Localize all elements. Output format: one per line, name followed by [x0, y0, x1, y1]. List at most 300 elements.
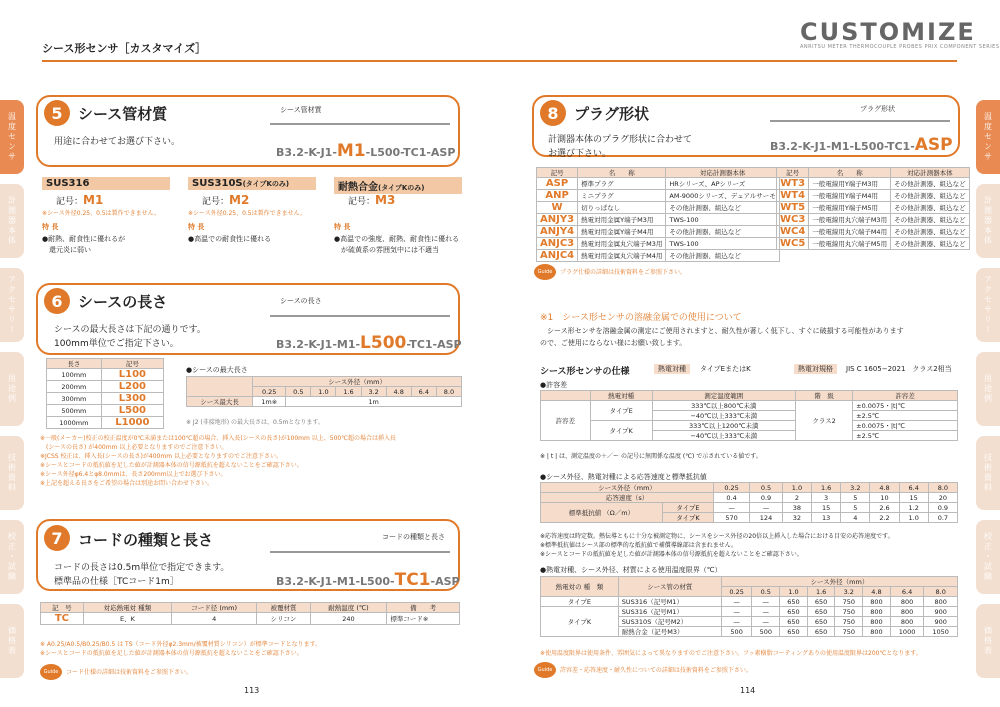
response-title: ●シース外径、熱電対種による応答速度と標準抵抗値 [540, 473, 707, 481]
note-line: ※一般(メーカー)校正の校正温度が0℃未満または100℃超の場合、挿入長(シースの長さ)が100mm 以上、500℃超の場合は挿入長 [40, 435, 396, 442]
table-cell: 333℃以上1200℃未満 [652, 421, 796, 431]
side-tab[interactable]: 計測器本体 [976, 184, 1000, 258]
table-cell: 650 [780, 607, 808, 617]
table-cell: 3.2 [835, 587, 863, 597]
table-cell: 1.6 [336, 387, 361, 397]
code-label: 記号： [56, 197, 84, 207]
table-cell: 650 [780, 597, 808, 607]
table-row [537, 214, 780, 226]
spec-title: シース形センサの仕様 [540, 367, 630, 377]
material-name-text: 耐熱合金 [338, 182, 378, 193]
table-cell: 650 [780, 617, 808, 627]
table-cell: 0.5 [750, 483, 783, 493]
table-cell: 1000mm [47, 417, 102, 429]
table-cell: 4.8 [386, 387, 411, 397]
feature-text: ●耐熱、耐食性に優れるが [42, 235, 126, 243]
table-cell: W [537, 202, 578, 214]
table-cell: タイプE [590, 401, 652, 421]
table-cell: WT5 [777, 202, 809, 214]
table-cell: 300mm [47, 393, 102, 405]
max-length-table [186, 376, 462, 407]
note-line: ※標準抵抗値はシース部の標準的な抵抗値で補償導線部は含まれません。 [540, 542, 738, 549]
table-cell: 名 称 [809, 168, 891, 178]
table-cell: ±2.5℃ [853, 431, 958, 441]
table-cell: 標準コード※ [387, 613, 460, 625]
spec-v1: タイプEまたはK [700, 365, 751, 373]
molten-metal-text1: シース形センサを溶融金属の測定にご使用されますと、耐久性が著しく低下し、すぐに破損する可能性があります [540, 327, 904, 335]
table-row [47, 417, 164, 429]
table-cell: その他計測器、組込など [666, 226, 779, 238]
tolerance-note: ※ | t | は、測定温度の＋／ー の記号に無関係な温度 (℃) で示されている値です。 [540, 453, 762, 460]
table-cell: 応答速度（s） [541, 493, 714, 503]
table-cell: 4.8 [870, 483, 899, 493]
table-cell: 記号 [537, 168, 578, 178]
section7-title: コードの種類と長さ [78, 531, 214, 549]
side-tab[interactable]: 計測器本体 [0, 184, 24, 258]
spec-k2: 熱電対規格 [794, 364, 837, 374]
table-cell: ミニプラグ [578, 190, 666, 202]
table-cell: ANJY4 [537, 226, 578, 238]
spec-k1: 熱電対種 [654, 364, 690, 374]
table-cell: タイプK [541, 607, 619, 637]
section7-callout: コードの種類と長さ [382, 533, 445, 541]
table-cell: WC4 [777, 226, 809, 238]
table-cell: 被覆材質 [257, 603, 310, 613]
table-cell: ±2.5℃ [853, 411, 958, 421]
table-cell: 1.2 [899, 503, 928, 513]
table-cell: 一般電線用丸穴端子M3用 [809, 214, 891, 226]
table-cell: 15 [812, 503, 841, 513]
table-row [777, 202, 970, 214]
side-tab[interactable]: 技術資料 [976, 436, 1000, 510]
table-cell: — [752, 617, 780, 627]
table-cell: 500 [752, 627, 780, 637]
code-label: 記号： [348, 197, 376, 207]
table-cell: SUS316（記号M1） [618, 607, 721, 617]
table-cell: 2.6 [870, 503, 899, 513]
handy-guide-icon: Guide [534, 264, 556, 280]
material-name-sub: (タイプKのみ) [242, 180, 290, 188]
note-line: (シースの長さ) が400mm 以上必要となりますのでご注意下さい。 [40, 444, 228, 451]
table-cell: 対応計測器本体 [666, 168, 779, 178]
note-line: ※シースとコードの抵抗値を足した値が計測器本体の信号源抵抗を超えないことをご確認下さい。 [540, 551, 803, 558]
page-number-left: 113 [244, 686, 260, 695]
table-cell: タイプE [541, 597, 619, 607]
table-cell: 750 [835, 627, 863, 637]
table-cell: その他計測器、組込など [891, 214, 970, 226]
section6-number: 6 [44, 288, 70, 314]
table-cell: 1m※ [253, 397, 286, 407]
table-row [537, 238, 780, 250]
table-cell: 650 [780, 627, 808, 637]
table-row [777, 178, 970, 190]
table-cell: 650 [807, 617, 835, 627]
table-cell: 32 [782, 513, 811, 523]
table-cell: — [721, 617, 752, 627]
table-row [777, 190, 970, 202]
table-cell: 測定温度範囲 [652, 391, 796, 401]
table-cell: — [752, 607, 780, 617]
table-row [541, 597, 958, 607]
table-cell: 20 [928, 493, 957, 503]
table-cell: 3.2 [361, 387, 386, 397]
table-cell: 4 [841, 513, 870, 523]
material-note: ※シース外径0.25、0.5は製作できません。 [188, 210, 306, 217]
table-cell: 熱電対用金属Y端子M4用 [578, 226, 666, 238]
material-note: ※シース外径0.25、0.5は製作できません。 [42, 210, 160, 217]
table-cell: 3.2 [841, 483, 870, 493]
table-cell: 1050 [924, 627, 958, 637]
table-cell: その他計測器、組込など [891, 238, 970, 250]
table-cell: ANJC3 [537, 238, 578, 250]
table-cell: ANP [537, 190, 578, 202]
table-row [541, 483, 958, 493]
table-cell: 800 [890, 597, 924, 607]
table-cell: シース外径（mm） [541, 483, 714, 493]
table-cell: E、K [83, 613, 171, 625]
table-cell: 100mm [47, 369, 102, 381]
table-row [537, 226, 780, 238]
table-cell: 備 考 [387, 603, 460, 613]
side-tab[interactable]: 価格表 [0, 604, 24, 678]
section8-number: 8 [540, 100, 566, 126]
table-cell: 標準抵抗値 （Ω／m） [541, 503, 663, 523]
side-tab[interactable]: 技術資料 [0, 436, 24, 510]
table-cell: 15 [899, 493, 928, 503]
table-cell: 記号 [777, 168, 809, 178]
table-row [777, 168, 970, 178]
limit-table [540, 576, 958, 637]
response-notes [540, 532, 958, 559]
material-name-sub: (タイプKのみ) [378, 184, 425, 192]
max-length-title: ●シースの最大長さ [186, 366, 248, 374]
side-tab[interactable]: 校正・試験 [0, 520, 24, 594]
section8-code: B3.2-K-J1-M1-L500-TC1-ASP [770, 135, 953, 155]
table-cell: 800 [863, 617, 891, 627]
section5-title: シース管材質 [78, 105, 168, 123]
material-name-text: SUS316 [46, 178, 90, 189]
table-row [47, 369, 164, 381]
table-cell: 熱電対の 種 類 [541, 577, 619, 597]
table-cell: 6.4 [411, 387, 436, 397]
table-cell: 650 [807, 627, 835, 637]
table-cell: TWS-100 [666, 238, 779, 250]
table-cell: 5 [841, 503, 870, 513]
code-value: M1 [83, 193, 104, 207]
table-row [541, 577, 958, 587]
table-cell: L200 [101, 381, 163, 393]
table-cell: WT4 [777, 190, 809, 202]
side-tab[interactable]: 校正・試験 [976, 520, 1000, 594]
note-line: ※シースとコードの抵抗値を足した値が計測器本体の信号源抵抗を超えないことをご確認下さい。 [40, 462, 303, 469]
molten-metal-text2: ので、ご使用にならない様にお願い致します。 [540, 339, 687, 347]
section6-title: シースの長さ [78, 293, 168, 311]
code-label: 記号： [202, 197, 230, 207]
page-number-right: 114 [740, 686, 756, 695]
header-rule [42, 60, 957, 62]
table-cell: 1.0 [780, 587, 808, 597]
table-cell: シース管の材質 [618, 577, 721, 597]
table-cell: 記号 [101, 359, 163, 369]
table-cell: 熱電対用金属Y端子M3用 [578, 214, 666, 226]
table-row [41, 603, 460, 613]
table-cell: ±0.0075・|t|℃ [853, 401, 958, 411]
table-cell: 2.2 [870, 513, 899, 523]
table-cell: 0.7 [928, 513, 957, 523]
table-cell: 1.6 [807, 587, 835, 597]
table-cell: 許容差 [853, 391, 958, 401]
table-cell: その他計測器、組込など [666, 202, 779, 214]
table-row [541, 493, 958, 503]
material-name-text: SUS310S [192, 178, 243, 189]
side-tab[interactable]: アクセサリー [976, 268, 1000, 342]
table-cell: 熱電対種 [590, 391, 652, 401]
table-cell: 切りっぱなし [578, 202, 666, 214]
probe-illustration [270, 315, 450, 317]
section5-desc: 用途に合わせてお選び下さい。 [54, 137, 181, 147]
note-line: ※上記を超える長さをご希望の場合は別途お問い合わせ下さい。 [40, 480, 214, 487]
customize-logo: CUSTOMIZE [800, 18, 976, 46]
table-cell: 500 [721, 627, 752, 637]
table-cell: 240 [310, 613, 387, 625]
table-cell: 0.5 [286, 387, 311, 397]
table-cell: 許容差 [541, 401, 591, 441]
material-name [42, 177, 170, 190]
table-cell: 0.9 [928, 503, 957, 513]
side-tab[interactable]: 温度センサ [976, 100, 1000, 174]
note-line: ※JCSS 校正は、挿入長(シースの長さ)が400mm 以上必要となりますのでご注意下さい。 [40, 453, 282, 460]
table-cell: — [721, 597, 752, 607]
material-code [348, 193, 395, 207]
table-row [47, 405, 164, 417]
spec-guide: 許容差・応答速度・耐久性についての詳細は技術資料をご参照下さい。 [560, 667, 752, 674]
section7-notes [40, 640, 460, 658]
table-row [187, 397, 462, 407]
table-cell: ANJY3 [537, 214, 578, 226]
table-cell: 4 [172, 613, 257, 625]
table-row [541, 401, 958, 411]
table-cell: L1000 [101, 417, 163, 429]
section8-callout: プラグ形状 [860, 105, 895, 113]
table-cell: −40℃以上333℃未満 [652, 431, 796, 441]
table-cell: TWS-100 [666, 214, 779, 226]
table-row [187, 377, 462, 387]
table-row [541, 607, 958, 617]
cord-table [40, 602, 460, 625]
section7-guide: コード仕様の詳細は技術資料をご参照下さい。 [66, 669, 193, 676]
limit-title: ●熱電対種、シース外径、材質による使用温度限界（℃） [540, 566, 722, 574]
max-length-note: ※ J2 (非接地形) の最大長さは、0.5mとなります。 [186, 419, 324, 426]
response-table [540, 482, 958, 523]
section6-notes [40, 434, 460, 488]
table-cell: 耐熱合金（記号M3） [618, 627, 721, 637]
section7-number: 7 [44, 525, 70, 551]
tolerance-table [540, 390, 958, 441]
table-cell: 名 称 [578, 168, 666, 178]
table-row [777, 214, 970, 226]
table-cell: 750 [835, 597, 863, 607]
table-row [47, 381, 164, 393]
table-cell: 1m [286, 397, 462, 407]
table-row [541, 503, 958, 513]
table-cell: 耐熱温度 (℃) [310, 603, 387, 613]
molten-metal-title: ※1 シース形センサの溶融金属での使用について [540, 313, 742, 323]
code-value: M3 [375, 193, 396, 207]
note-line: ※シース外径φ6.4とφ8.0mmは、長さ200mm以上でお選び下さい。 [40, 471, 227, 478]
table-cell: 800 [863, 607, 891, 617]
table-cell [541, 391, 591, 401]
table-cell: 900 [924, 617, 958, 627]
section8-title: プラグ形状 [574, 105, 650, 123]
table-cell: 対応熱電対 種類 [83, 603, 171, 613]
feature-label: 特 長 [188, 223, 205, 231]
note-line: ※ A0.25/A0.5/B0.25/B0.5 は TS（コード外径φ2.3mm/被覆材質シリコン）が標準コードとなります。 [40, 641, 322, 648]
probe-illustration [770, 120, 950, 122]
table-cell: WT3 [777, 178, 809, 190]
material-code [56, 193, 103, 207]
table-cell: シース最大長 [187, 397, 253, 407]
table-cell: ±0.0075・|t|℃ [853, 421, 958, 431]
feature-text: 還元炎に弱い [42, 246, 91, 254]
table-cell: 5 [841, 493, 870, 503]
table-cell: 900 [924, 607, 958, 617]
table-cell: −40℃以上333℃未満 [652, 411, 796, 421]
table-cell: 1.0 [311, 387, 336, 397]
table-cell [187, 377, 253, 397]
table-cell: 650 [807, 597, 835, 607]
section8-guide: プラグ仕様の詳細は技術資料をご参照下さい。 [560, 269, 687, 276]
table-row [537, 202, 780, 214]
table-row [537, 250, 780, 262]
section6-desc2: 100mm単位でご指定下さい。 [54, 339, 179, 349]
table-cell: — [750, 503, 783, 513]
table-cell: コード径 (mm) [172, 603, 257, 613]
side-tab[interactable]: 価格表 [976, 604, 1000, 678]
table-cell: ASP [537, 178, 578, 190]
table-cell: L500 [101, 405, 163, 417]
table-row [537, 178, 780, 190]
table-cell: 8.0 [436, 387, 461, 397]
section7-desc1: コードの長さは0.5m単位で指定できます。 [54, 563, 230, 573]
table-cell: クラス2 [796, 401, 853, 441]
table-cell: 2 [782, 493, 811, 503]
table-cell: 8.0 [928, 483, 957, 493]
table-cell: — [752, 597, 780, 607]
side-tab[interactable]: 温度センサ [0, 100, 24, 174]
logo-subtitle: ANRITSU METER THERMOCOUPLE PROBES PRIX COMPONENT SERIES [800, 44, 1000, 50]
table-cell: 一般電線用Y端子M3用 [809, 178, 891, 190]
length-table [46, 358, 164, 429]
table-cell: 一般電線用Y端子M5用 [809, 202, 891, 214]
table-cell: SUS310S（記号M2） [618, 617, 721, 627]
table-cell: タイプK [590, 421, 652, 441]
table-row [47, 393, 164, 405]
table-cell: 熱電対用金属丸穴端子M3用 [578, 238, 666, 250]
table-cell: その他計測器、組込など [891, 190, 970, 202]
note-line: ※シースとコードの抵抗値を足した値が計測器本体の信号源抵抗を超えないことをご確認下さい。 [40, 650, 303, 657]
section6-desc1: シースの最大長さは下記の通りです。 [54, 325, 206, 335]
table-cell: SUS316（記号M1） [618, 597, 721, 607]
handy-guide-icon: Guide [534, 662, 556, 678]
note-line: ※応答速度は時定数。熱伝導ともに十分な被測定物に、シースをシース外径の20倍以上挿入した場合における目安の応答速度です。 [540, 533, 894, 540]
table-cell: 6.4 [890, 587, 924, 597]
table-cell: L300 [101, 393, 163, 405]
side-tab[interactable]: 用途例 [976, 352, 1000, 426]
table-cell: 800 [890, 607, 924, 617]
table-cell: HRシリーズ、APシリーズ [666, 178, 779, 190]
table-cell: 標準プラグ [578, 178, 666, 190]
table-cell: 4.8 [863, 587, 891, 597]
section8-desc1: 計測器本体のプラグ形状に合わせて [548, 135, 693, 145]
feature-label: 特 長 [42, 223, 59, 231]
plug-table-right [776, 167, 970, 250]
feature-label: 特 長 [334, 223, 351, 231]
table-cell: シリコン [257, 613, 310, 625]
table-cell: 階 級 [796, 391, 853, 401]
probe-illustration [270, 551, 450, 553]
table-cell: L100 [101, 369, 163, 381]
table-cell: 1.0 [782, 483, 811, 493]
section8-desc2: お選び下さい。 [548, 149, 612, 159]
table-cell: 38 [782, 503, 811, 513]
table-cell: その他計測器、組込など [891, 178, 970, 190]
section7-desc2: 標準品の仕様［TCコード1m］ [54, 577, 179, 587]
table-cell: WC3 [777, 214, 809, 226]
table-cell: 長さ [47, 359, 102, 369]
code-value: M2 [229, 193, 250, 207]
section5-code: B3.2-K-J1-M1-L500-TC1-ASP [276, 141, 456, 161]
table-cell: 1000 [890, 627, 924, 637]
table-cell: 一般電線用丸穴端子M4用 [809, 226, 891, 238]
table-cell: 対応計測器本体 [891, 168, 970, 178]
side-tab[interactable]: 用途例 [0, 352, 24, 426]
table-cell: 0.25 [253, 387, 286, 397]
side-tab[interactable]: アクセサリー [0, 268, 24, 342]
table-cell: 13 [812, 513, 841, 523]
table-cell: 0.25 [721, 587, 752, 597]
tolerance-title: ●許容差 [540, 381, 568, 389]
material-code [202, 193, 249, 207]
table-row [47, 359, 164, 369]
table-cell: 800 [890, 617, 924, 627]
section6-code: B3.2-K-J1-M1-L500-TC1-ASP [276, 333, 462, 353]
table-cell: WC5 [777, 238, 809, 250]
table-cell: 8.0 [924, 587, 958, 597]
feature-text: ●高温での耐食性に優れる [188, 235, 272, 243]
table-row [777, 238, 970, 250]
table-cell: 800 [863, 627, 891, 637]
table-cell: AM-9000シリーズ、デュアルサーモ [666, 190, 779, 202]
table-row [537, 190, 780, 202]
table-row [41, 613, 460, 625]
material-name [188, 177, 316, 190]
table-cell: 1.6 [812, 483, 841, 493]
table-cell: 800 [863, 597, 891, 607]
table-cell: 10 [870, 493, 899, 503]
feature-text: が硫黄系の雰囲気中には不適当 [334, 246, 439, 254]
table-cell: 500mm [47, 405, 102, 417]
section5-callout: シース管材質 [280, 106, 322, 114]
table-cell: 記 号 [41, 603, 84, 613]
section7-code: B3.2-K-J1-M1-L500-TC1-ASP [276, 570, 460, 590]
table-cell: 124 [750, 513, 783, 523]
table-cell: 0.25 [714, 483, 750, 493]
probe-illustration [270, 123, 450, 125]
table-row [537, 168, 780, 178]
limit-note: ※使用温度限界は使用条件、雰囲気によって異なりますのでご注意下さい。フッ素樹脂コーティングありの使用温度限界は200℃となります。 [540, 650, 922, 657]
table-cell: シース外径（mm） [721, 577, 957, 587]
table-cell: 200mm [47, 381, 102, 393]
